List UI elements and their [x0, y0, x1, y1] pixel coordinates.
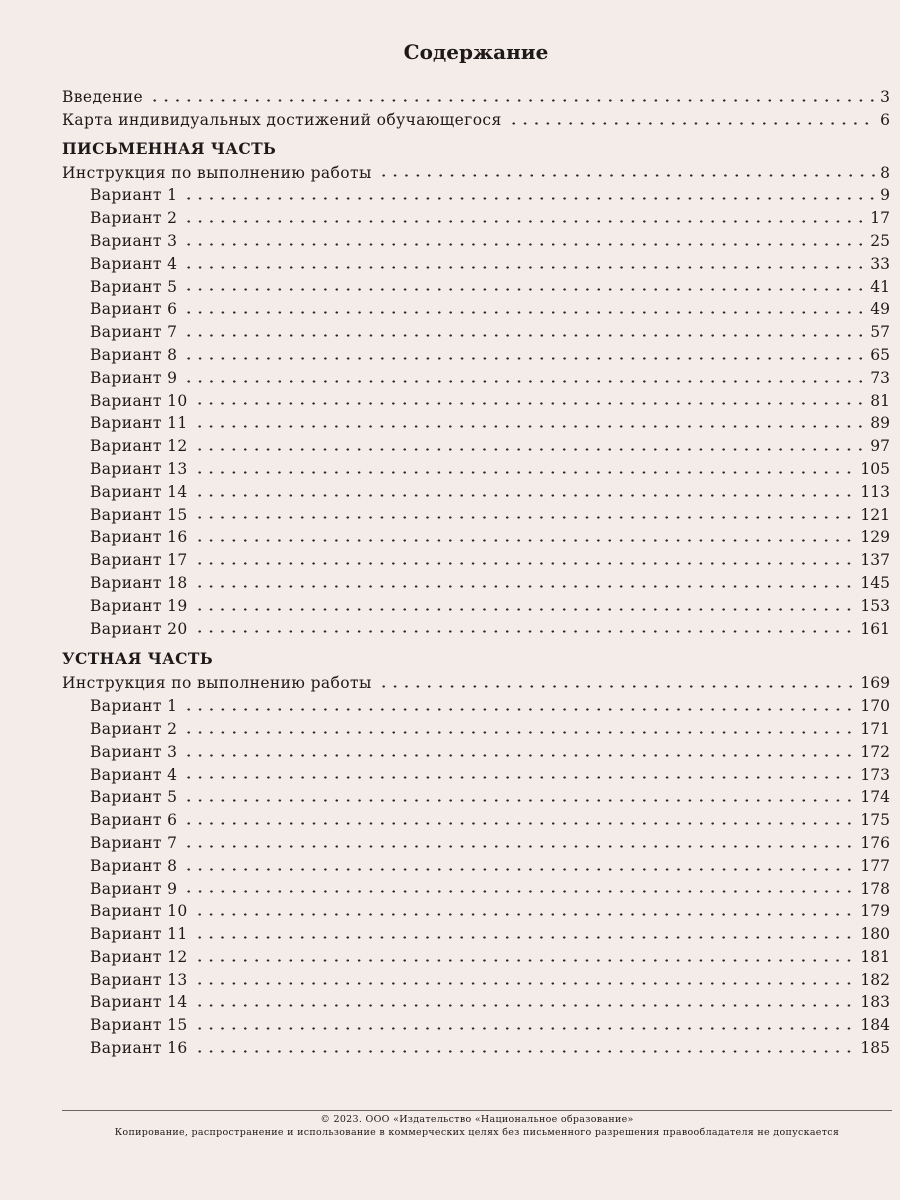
toc-entry-label: Вариант 6: [90, 300, 178, 319]
footer: [62, 1113, 892, 1139]
dot-leader: [194, 1027, 858, 1030]
dot-leader: [183, 754, 857, 757]
toc-entry-page: 153: [860, 596, 890, 615]
toc-entry-label: Вариант 9: [90, 368, 178, 387]
toc-entry-page: 113: [860, 482, 890, 501]
toc-entry-variant[interactable]: [0, 741, 900, 764]
written-list: [0, 162, 900, 641]
dot-leader: [194, 425, 868, 428]
toc-entry-label: Вариант 2: [90, 719, 178, 738]
dot-leader: [194, 1004, 858, 1007]
toc-entry-page: 121: [860, 505, 890, 524]
toc-entry-variant[interactable]: [0, 855, 900, 878]
toc-entry-variant[interactable]: [0, 230, 900, 253]
toc-entry-variant[interactable]: [0, 718, 900, 741]
toc-entry-page: 179: [860, 902, 890, 921]
toc-entry-variant[interactable]: [0, 946, 900, 969]
toc-entry-page: 41: [870, 277, 890, 296]
toc-entry-page: 17: [870, 209, 890, 228]
toc-entry-page: 73: [870, 368, 890, 387]
toc-entry-variant[interactable]: [0, 276, 900, 299]
dot-leader: [183, 845, 857, 848]
toc-entry-label: Вариант 20: [90, 619, 188, 638]
toc-entry-label: Вариант 4: [90, 765, 178, 784]
toc-entry-variant[interactable]: [0, 923, 900, 946]
dot-leader: [183, 220, 867, 223]
toc-entry-variant[interactable]: [0, 367, 900, 390]
toc-entry-variant[interactable]: [0, 969, 900, 992]
toc-entry-page: 145: [860, 573, 890, 592]
toc-entry-page: 183: [860, 993, 890, 1012]
toc-entry-variant[interactable]: [0, 878, 900, 901]
toc-entry-label: Вариант 1: [90, 186, 178, 205]
toc-entry-variant[interactable]: [0, 481, 900, 504]
toc-entry-instruction[interactable]: [0, 162, 900, 185]
footer-notice: Копирование, распространение и использование в коммерческих целях без письменного разрешения правообладателя не допускается: [114, 1127, 840, 1138]
toc-entry-page: 81: [870, 391, 890, 410]
toc-entry-variant[interactable]: [0, 900, 900, 923]
toc-entry-label: Вариант 16: [90, 528, 188, 547]
toc-entry-label: Вариант 8: [90, 345, 178, 364]
toc-entry-page: 129: [860, 528, 890, 547]
dot-leader: [194, 913, 858, 916]
toc-entry-variant[interactable]: [0, 1014, 900, 1037]
dot-leader: [194, 471, 858, 474]
toc-entry-page: 57: [870, 323, 890, 342]
toc-entry-variant[interactable]: [0, 764, 900, 787]
dot-leader: [183, 708, 857, 711]
toc-entry-page: 184: [860, 1016, 890, 1035]
section-heading-oral: УСТНАЯ ЧАСТЬ: [62, 649, 214, 669]
toc-entry-variant[interactable]: [0, 549, 900, 572]
dot-leader: [183, 288, 867, 291]
dot-leader: [194, 982, 858, 985]
toc-entry-variant[interactable]: [0, 435, 900, 458]
dot-leader: [194, 448, 868, 451]
toc-entry-label: Вариант 2: [90, 209, 178, 228]
toc-entry-page: 178: [860, 879, 890, 898]
toc-entry-label: Вариант 5: [90, 788, 178, 807]
toc-entry-label: Вариант 8: [90, 856, 178, 875]
dot-leader: [378, 685, 858, 688]
toc-entry-label: Вариант 10: [90, 391, 188, 410]
toc-entry-label: Вариант 13: [90, 970, 188, 989]
toc-entry-label: Вариант 10: [90, 902, 188, 921]
toc-entry-variant[interactable]: [0, 504, 900, 527]
toc-entry-label: Карта индивидуальных достижений обучающегося: [62, 110, 502, 129]
dot-leader: [378, 174, 877, 177]
toc-entry-intro[interactable]: [0, 109, 900, 132]
toc-entry-label: Вариант 15: [90, 1016, 188, 1035]
toc-entry-page: 97: [870, 437, 890, 456]
toc-entry-variant[interactable]: [0, 786, 900, 809]
toc-entry-variant[interactable]: [0, 184, 900, 207]
toc-entry-page: 172: [860, 742, 890, 761]
dot-leader: [194, 959, 858, 962]
toc-entry-label: Вариант 14: [90, 993, 188, 1012]
toc-entry-variant[interactable]: [0, 595, 900, 618]
dot-leader: [194, 539, 858, 542]
toc-entry-page: 181: [860, 947, 890, 966]
toc-entry-label: Введение: [62, 88, 144, 106]
toc-entry-label: Инструкция по выполнению работы: [62, 674, 372, 693]
toc-entry-label: Вариант 15: [90, 505, 188, 524]
toc-entry-page: 3: [880, 88, 890, 106]
dot-leader: [183, 799, 857, 802]
dot-leader: [183, 868, 857, 871]
oral-list: [0, 672, 900, 1060]
toc-entry-label: Вариант 5: [90, 277, 178, 296]
toc-entry-variant[interactable]: [0, 832, 900, 855]
section-heading-written: ПИСЬМЕННАЯ ЧАСТЬ: [62, 138, 277, 158]
dot-leader: [183, 822, 857, 825]
toc-entry-page: 182: [860, 970, 890, 989]
toc-entry-instruction[interactable]: [0, 672, 900, 695]
toc-entry-page: 137: [860, 551, 890, 570]
toc-entry-page: 105: [860, 459, 890, 478]
toc-entry-label: Вариант 11: [90, 414, 188, 433]
toc-entry-page: 169: [860, 674, 890, 693]
dot-leader: [194, 608, 858, 611]
toc-entry-label: Вариант 6: [90, 811, 178, 830]
dot-leader: [194, 562, 858, 565]
toc-entry-page: 175: [860, 811, 890, 830]
toc-entry-page: 89: [870, 414, 890, 433]
toc-entry-variant[interactable]: [0, 390, 900, 413]
toc-entry-variant[interactable]: [0, 572, 900, 595]
toc-entry-variant[interactable]: [0, 695, 900, 718]
dot-leader: [183, 731, 857, 734]
toc-entry-label: Вариант 1: [90, 697, 178, 716]
toc-entry-page: 6: [880, 110, 890, 129]
toc-entry-page: 8: [880, 163, 890, 182]
toc-entry-label: Вариант 16: [90, 1039, 188, 1058]
toc-entry-variant[interactable]: [0, 458, 900, 481]
dot-leader: [194, 936, 858, 939]
toc-entry-variant[interactable]: [0, 618, 900, 641]
dot-leader: [183, 311, 867, 314]
toc-entry-label: Вариант 19: [90, 596, 188, 615]
footer-divider: [62, 1110, 892, 1111]
toc-entry-label: Вариант 9: [90, 879, 178, 898]
toc-entry-page: 170: [860, 697, 890, 716]
toc-entry-label: Вариант 7: [90, 833, 178, 852]
dot-leader: [149, 99, 877, 102]
toc-entry-page: 180: [860, 925, 890, 944]
toc-entry-variant[interactable]: [0, 412, 900, 435]
toc-entry-page: 65: [870, 345, 890, 364]
toc-entry-label: Вариант 12: [90, 947, 188, 966]
toc-entry-page: 33: [870, 254, 890, 273]
table-of-contents: [0, 86, 900, 1060]
dot-leader: [183, 776, 857, 779]
dot-leader: [183, 243, 867, 246]
toc-entry-page: 176: [860, 833, 890, 852]
toc-entry-page: 185: [860, 1039, 890, 1058]
toc-entry-page: 25: [870, 231, 890, 250]
toc-entry-variant[interactable]: [0, 207, 900, 230]
toc-entry-page: 9: [880, 186, 890, 205]
dot-leader: [183, 380, 867, 383]
dot-leader: [183, 357, 867, 360]
footer-copyright: © 2023. ООО «Издательство «Национальное образование»: [320, 1114, 634, 1125]
dot-leader: [194, 1050, 858, 1053]
dot-leader: [508, 122, 877, 125]
toc-entry-variant[interactable]: [0, 298, 900, 321]
toc-entry-label: Вариант 3: [90, 231, 178, 250]
toc-entry-intro[interactable]: [0, 86, 900, 109]
toc-entry-variant[interactable]: [0, 991, 900, 1014]
dot-leader: [183, 890, 857, 893]
dot-leader: [194, 494, 858, 497]
toc-entry-variant[interactable]: [0, 344, 900, 367]
intro-list: [0, 86, 900, 132]
toc-entry-label: Инструкция по выполнению работы: [62, 163, 372, 182]
toc-entry-page: 177: [860, 856, 890, 875]
toc-entry-page: 173: [860, 765, 890, 784]
dot-leader: [194, 402, 868, 405]
toc-entry-label: Вариант 7: [90, 323, 178, 342]
toc-entry-variant[interactable]: [0, 253, 900, 276]
toc-entry-label: Вариант 3: [90, 742, 178, 761]
dot-leader: [183, 334, 867, 337]
toc-entry-variant[interactable]: [0, 1037, 900, 1060]
toc-entry-variant[interactable]: [0, 321, 900, 344]
toc-entry-label: Вариант 14: [90, 482, 188, 501]
toc-entry-label: Вариант 12: [90, 437, 188, 456]
toc-entry-label: Вариант 4: [90, 254, 178, 273]
dot-leader: [183, 197, 877, 200]
dot-leader: [194, 585, 858, 588]
dot-leader: [194, 630, 858, 633]
dot-leader: [183, 266, 867, 269]
toc-entry-page: 174: [860, 788, 890, 807]
toc-entry-variant[interactable]: [0, 526, 900, 549]
toc-entry-label: Вариант 18: [90, 573, 188, 592]
page-title: Содержание: [403, 40, 549, 64]
toc-entry-page: 161: [860, 619, 890, 638]
toc-entry-label: Вариант 11: [90, 925, 188, 944]
toc-entry-label: Вариант 13: [90, 459, 188, 478]
toc-entry-page: 171: [860, 719, 890, 738]
toc-entry-variant[interactable]: [0, 809, 900, 832]
toc-entry-label: Вариант 17: [90, 551, 188, 570]
toc-entry-page: 49: [870, 300, 890, 319]
dot-leader: [194, 516, 858, 519]
